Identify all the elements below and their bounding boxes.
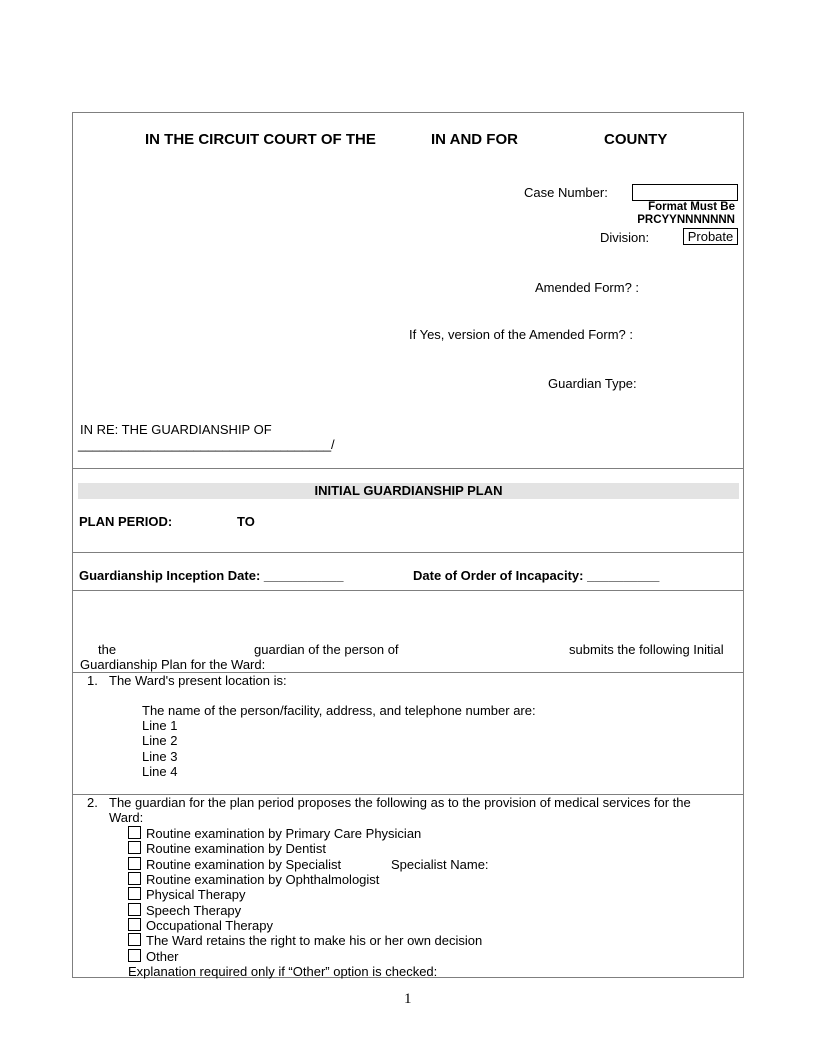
court-title-part3: COUNTY xyxy=(604,131,668,148)
location-line-3: Line 3 xyxy=(142,749,178,764)
plan-period-to: TO xyxy=(237,514,255,529)
intro-submits: submits the following Initial xyxy=(569,642,724,657)
other-explanation-label: Explanation required only if “Other” option is checked: xyxy=(128,964,438,979)
option-speech-therapy: Speech Therapy xyxy=(146,903,242,918)
section2-heading-line1: The guardian for the plan period proposes the following as to the provision of medical services for the xyxy=(109,795,691,810)
court-title-part1: IN THE CIRCUIT COURT OF THE xyxy=(145,131,376,148)
in-re-label: IN RE: THE GUARDIANSHIP OF xyxy=(80,422,272,437)
checkbox-physical-therapy[interactable] xyxy=(128,887,141,900)
location-line-1: Line 1 xyxy=(142,718,178,733)
section2-number: 2. xyxy=(87,795,98,810)
location-details-label: The name of the person/facility, address, and telephone number are: xyxy=(142,703,536,718)
checkbox-other[interactable] xyxy=(128,949,141,962)
ward-name-line[interactable]: ___________________________________/ xyxy=(78,437,335,452)
location-line-2: Line 2 xyxy=(142,733,178,748)
checkbox-ophthalmologist[interactable] xyxy=(128,872,141,885)
option-specialist: Routine examination by Specialist xyxy=(146,857,342,872)
division-label: Division: xyxy=(600,230,650,245)
option-primary-care: Routine examination by Primary Care Physician xyxy=(146,826,422,841)
intro-the: the xyxy=(98,642,117,657)
case-number-label: Case Number: xyxy=(524,185,608,200)
option-ophthalmologist: Routine examination by Ophthalmologist xyxy=(146,872,380,887)
court-title-part2: IN AND FOR xyxy=(431,131,518,148)
plan-title: INITIAL GUARDIANSHIP PLAN xyxy=(314,483,503,498)
location-line-4: Line 4 xyxy=(142,764,178,779)
checkbox-specialist[interactable] xyxy=(128,857,141,870)
specialist-name-label: Specialist Name: xyxy=(391,857,489,872)
option-physical-therapy: Physical Therapy xyxy=(146,887,246,902)
divider-plan xyxy=(72,552,744,553)
checkbox-own-decision[interactable] xyxy=(128,933,141,946)
incapacity-date-field[interactable]: Date of Order of Incapacity: __________ xyxy=(413,568,660,583)
case-number-input[interactable] xyxy=(632,184,738,201)
option-occupational-therapy: Occupational Therapy xyxy=(146,918,273,933)
option-own-decision: The Ward retains the right to make his or her own decision xyxy=(146,933,483,948)
section1-number: 1. xyxy=(87,673,98,688)
intro-guardian-of: guardian of the person of xyxy=(254,642,399,657)
intro-line2: Guardianship Plan for the Ward: xyxy=(80,657,266,672)
division-select[interactable]: Probate xyxy=(683,228,738,245)
amended-version-label: If Yes, version of the Amended Form? : xyxy=(409,327,634,342)
checkbox-primary-care[interactable] xyxy=(128,826,141,839)
option-other: Other xyxy=(146,949,179,964)
divider-dates xyxy=(72,590,744,591)
amended-form-label: Amended Form? : xyxy=(535,280,640,295)
option-dentist: Routine examination by Dentist xyxy=(146,841,326,856)
checkbox-speech-therapy[interactable] xyxy=(128,903,141,916)
checkbox-occupational-therapy[interactable] xyxy=(128,918,141,931)
checkbox-dentist[interactable] xyxy=(128,841,141,854)
guardian-type-label: Guardian Type: xyxy=(548,376,637,391)
section1-heading: The Ward's present location is: xyxy=(109,673,287,688)
plan-period-label: PLAN PERIOD: xyxy=(79,514,173,529)
divider-header xyxy=(72,468,744,469)
page-number: 1 xyxy=(404,991,412,1007)
inception-date-field[interactable]: Guardianship Inception Date: ___________ xyxy=(79,568,344,583)
format-note-line1: Format Must Be xyxy=(648,201,735,213)
section2-heading-line2: Ward: xyxy=(109,810,144,825)
format-note-line2: PRCYYNNNNNNN xyxy=(637,214,735,226)
